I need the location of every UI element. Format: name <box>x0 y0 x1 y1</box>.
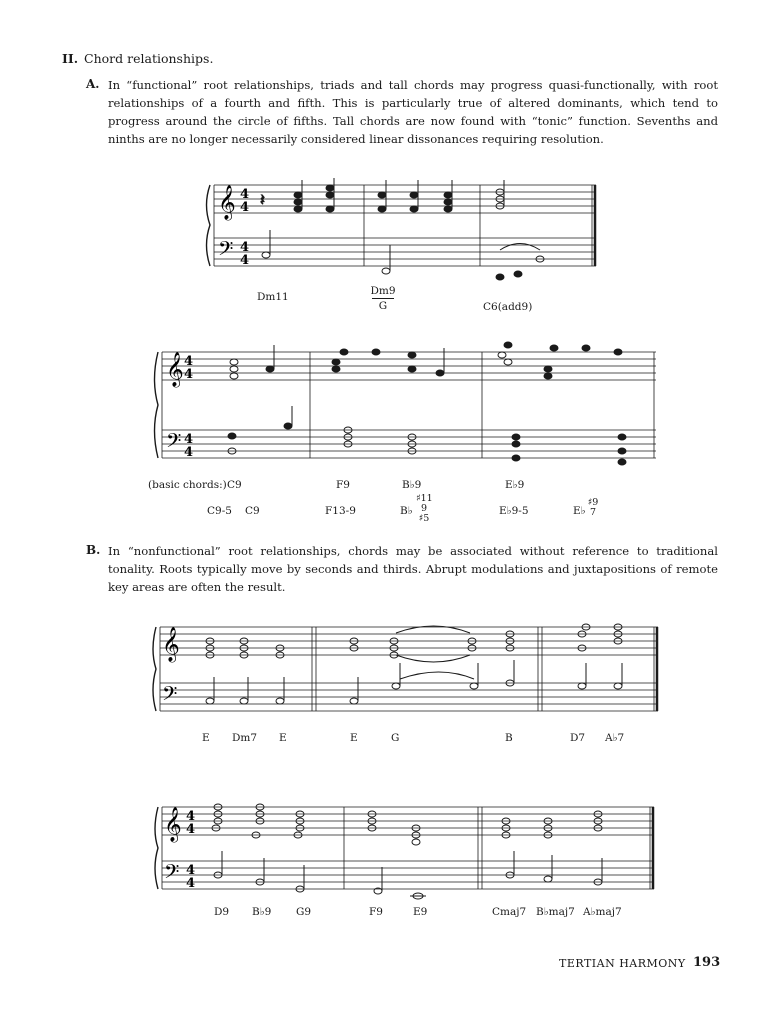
eb-ext-7: 7 <box>589 507 597 518</box>
chord-label-e9: E9 <box>413 906 428 918</box>
chord-label-ab7: A♭7 <box>605 732 625 744</box>
chord-label-f9: F9 <box>369 906 383 918</box>
chord-label-e-1: E <box>202 732 210 744</box>
basic-chord-bb9: B♭9 <box>402 479 422 491</box>
time-sig-bottom-bass: 4 <box>184 445 194 460</box>
time-sig-bottom: 4 <box>186 822 196 837</box>
svg-text:𝄢: 𝄢 <box>164 860 180 888</box>
time-sig-bottom: 4 <box>184 367 194 382</box>
detail-chord-c9-5: C9-5 <box>207 505 232 517</box>
detail-chord-eb9-5: E♭9-5 <box>499 505 529 517</box>
time-sig-top-bass: 4 <box>184 432 194 447</box>
chord-label-c6add9: C6(add9) <box>483 301 533 313</box>
chord-label-abmaj7: A♭maj7 <box>583 906 622 918</box>
music-example-4 <box>152 795 664 903</box>
part-b-paragraph: In “nonfunctional” root relationships, chords may be associated without reference to traditional tonality. Roots typically move by seconds and thirds. Abrupt modulations and juxtapositions of remote key areas are often the result. <box>108 544 718 594</box>
svg-text:𝄢: 𝄢 <box>162 682 178 710</box>
svg-text:𝄢: 𝄢 <box>166 429 182 457</box>
basic-chord-f9: F9 <box>336 479 350 491</box>
chord-label-g: G <box>391 732 400 744</box>
running-head: TERTIAN HARMONY <box>559 957 686 970</box>
svg-text:𝄽: 𝄽 <box>260 190 265 209</box>
section-numeral: II. <box>62 51 79 66</box>
detail-chord-bb: B♭ <box>400 505 413 517</box>
bb-extensions-stack <box>416 494 432 524</box>
basic-chord-eb9: E♭9 <box>505 479 525 491</box>
chord-label-d7: D7 <box>570 732 586 744</box>
time-sig-bottom: 4 <box>240 200 250 215</box>
bb-ext-sharp11: ♯11 <box>416 493 433 504</box>
eb-extensions-stack <box>586 498 600 518</box>
time-sig-top-bass: 4 <box>240 240 250 255</box>
chord-label-dm9-over-g <box>368 285 398 312</box>
detail-chord-c9: C9 <box>245 505 260 517</box>
chord-label-dm7: Dm7 <box>232 732 258 744</box>
music-example-3 <box>150 615 662 725</box>
bb-ext-sharp5: ♯5 <box>418 513 430 524</box>
time-sig-top-bass: 4 <box>186 863 196 878</box>
music-example-1 <box>200 175 600 285</box>
section-title: Chord relationships. <box>84 51 214 66</box>
basic-chords-prefix: (basic chords:) <box>148 479 227 491</box>
svg-text:𝄞: 𝄞 <box>164 807 182 842</box>
detail-chord-eb: E♭ <box>573 505 586 517</box>
time-sig-top: 4 <box>186 809 196 824</box>
part-a-letter: A. <box>86 77 100 91</box>
detail-chord-f13-9: F13-9 <box>325 505 356 517</box>
basic-chord-c9: C9 <box>227 479 242 491</box>
chord-label-g9: G9 <box>296 906 312 918</box>
time-sig-bottom-bass: 4 <box>186 876 196 891</box>
svg-text:𝄞: 𝄞 <box>218 185 236 220</box>
page-number: 193 <box>693 955 721 970</box>
chord-label-e-2: E <box>279 732 287 744</box>
music-example-2 <box>148 340 660 475</box>
svg-text:𝄞: 𝄞 <box>162 627 180 662</box>
frac-top: Dm9 <box>370 285 396 297</box>
section-heading <box>62 51 213 66</box>
part-b-letter: B. <box>86 543 101 557</box>
chord-label-cmaj7: Cmaj7 <box>492 906 527 918</box>
chord-label-b: B <box>505 732 513 744</box>
eb-ext-sharp9: ♯9 <box>587 497 599 508</box>
bb-ext-9: 9 <box>420 503 428 514</box>
frac-bottom: G <box>378 300 388 312</box>
chord-label-bbmaj7: B♭maj7 <box>536 906 575 918</box>
chord-label-e-3: E <box>350 732 358 744</box>
chord-label-d9: D9 <box>214 906 230 918</box>
chord-label-dm11: Dm11 <box>257 291 289 303</box>
svg-text:𝄞: 𝄞 <box>166 352 184 387</box>
svg-text:𝄢: 𝄢 <box>218 237 234 265</box>
time-sig-top: 4 <box>240 187 250 202</box>
time-sig-bottom-bass: 4 <box>240 253 250 268</box>
part-a-paragraph: In “functional” root relationships, triads and tall chords may progress quasi-functionally, with root relationships of a fourth and fifth. This is particularly true of altered dominants, which tend to progress around the circle of fifths. Tall chords are now found with “tonic” function. Sevenths and ninths are no longer necessarily considered linear dissonances requiring resolution. <box>108 78 718 146</box>
time-sig-top: 4 <box>184 354 194 369</box>
chord-label-bb9: B♭9 <box>252 906 272 918</box>
